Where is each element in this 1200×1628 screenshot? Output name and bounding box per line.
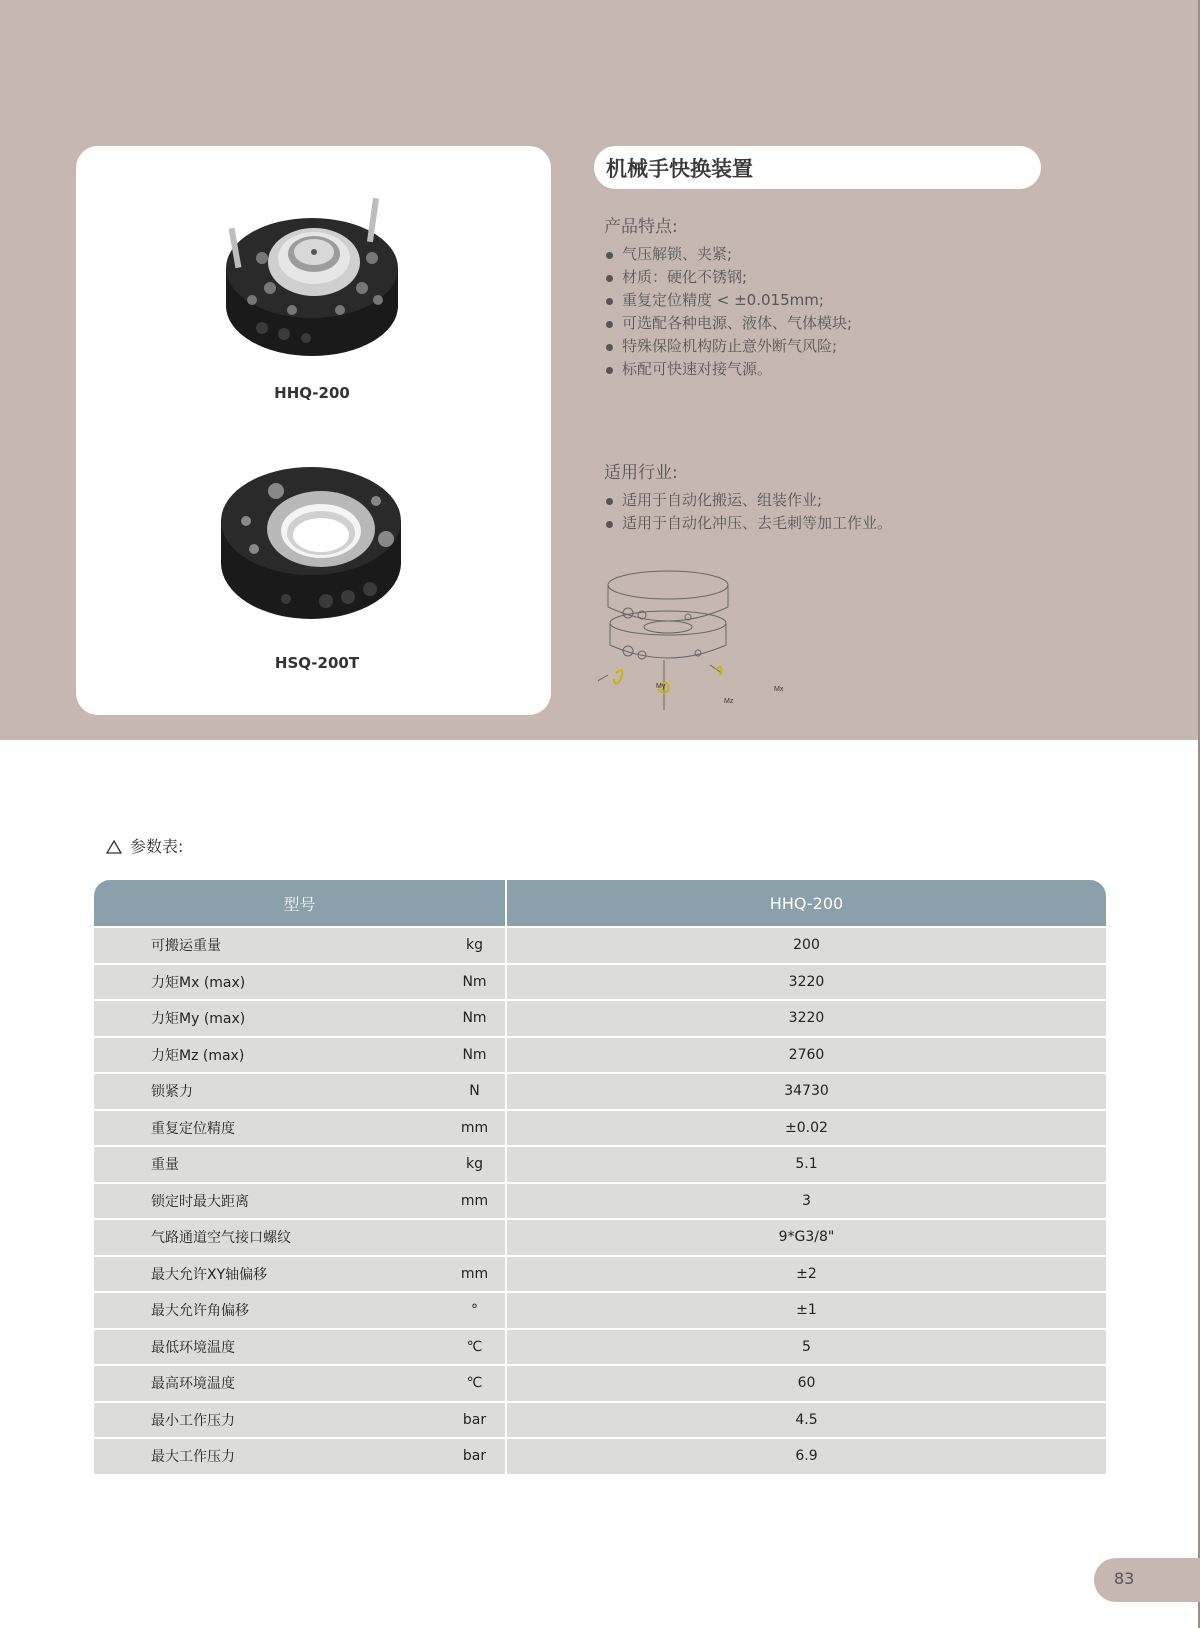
features-list bbox=[604, 243, 852, 381]
moment-axes-diagram bbox=[598, 565, 798, 719]
table-row bbox=[94, 1145, 1106, 1182]
industries-list bbox=[604, 489, 892, 535]
param-name: 锁紧力 bbox=[151, 1084, 193, 1101]
param-name: 力矩Mx (max) bbox=[151, 974, 246, 991]
param-unit: Nm bbox=[454, 1001, 507, 1036]
param-value: 3 bbox=[802, 1192, 811, 1209]
list-item: 可选配各种电源、液体、气体模块; bbox=[604, 312, 852, 335]
table-row bbox=[94, 1328, 1106, 1365]
diagram-label-mx: Mx bbox=[774, 686, 784, 693]
diagram-label-my: My bbox=[656, 683, 666, 690]
table-row bbox=[94, 1291, 1106, 1328]
features-heading: 产品特点: bbox=[604, 217, 678, 237]
param-value: 5 bbox=[802, 1338, 811, 1355]
table-row bbox=[94, 999, 1106, 1036]
product-label-hsq-200t: HSQ-200T bbox=[274, 654, 360, 672]
table-row bbox=[94, 1109, 1106, 1146]
triangle-icon bbox=[106, 839, 122, 858]
list-item: 适用于自动化冲压、去毛刺等加工作业。 bbox=[604, 512, 892, 535]
title-banner bbox=[594, 146, 1041, 189]
product-image-hsq-200t bbox=[216, 451, 406, 631]
param-value: 34730 bbox=[784, 1083, 829, 1100]
param-value: 2760 bbox=[788, 1046, 825, 1063]
list-item: 标配可快速对接气源。 bbox=[604, 358, 852, 381]
param-unit: ℃ bbox=[454, 1330, 507, 1365]
list-item: 材质：硬化不锈钢; bbox=[604, 266, 852, 289]
param-name: 力矩Mz (max) bbox=[151, 1047, 245, 1064]
header-value: HHQ-200 bbox=[769, 893, 844, 913]
table-row bbox=[94, 1182, 1106, 1219]
param-unit: kg bbox=[454, 928, 507, 963]
table-row bbox=[94, 1072, 1106, 1109]
table-row bbox=[94, 926, 1106, 963]
page-number-tab bbox=[1094, 1558, 1200, 1602]
param-name: 重复定位精度 bbox=[151, 1120, 235, 1137]
page-title: 机械手快换装置 bbox=[606, 157, 753, 181]
param-value: 200 bbox=[793, 937, 820, 954]
param-name: 最大工作压力 bbox=[151, 1449, 235, 1466]
table-row bbox=[94, 1401, 1106, 1438]
list-item: 气压解锁、夹紧; bbox=[604, 243, 852, 266]
table-row bbox=[94, 1036, 1106, 1073]
param-value: ±0.02 bbox=[785, 1119, 828, 1136]
parameter-table bbox=[94, 880, 1106, 1474]
param-unit: mm bbox=[454, 1257, 507, 1292]
param-value: 3220 bbox=[788, 973, 825, 990]
param-name: 最小工作压力 bbox=[151, 1412, 235, 1429]
param-value: 3220 bbox=[788, 1010, 825, 1027]
param-value: ±1 bbox=[796, 1302, 817, 1319]
param-unit: kg bbox=[454, 1147, 507, 1182]
param-value: 6.9 bbox=[795, 1448, 818, 1465]
table-row bbox=[94, 1437, 1106, 1474]
param-value: 60 bbox=[797, 1375, 816, 1392]
table-row bbox=[94, 1364, 1106, 1401]
table-row bbox=[94, 1218, 1106, 1255]
list-item: 特殊保险机构防止意外断气风险; bbox=[604, 335, 852, 358]
table-row bbox=[94, 1255, 1106, 1292]
param-name: 可搬运重量 bbox=[151, 938, 221, 955]
list-item: 重复定位精度 < ±0.015mm; bbox=[604, 289, 852, 312]
param-unit: bar bbox=[454, 1403, 507, 1438]
param-unit: mm bbox=[454, 1111, 507, 1146]
param-unit: bar bbox=[454, 1439, 507, 1474]
list-item: 适用于自动化搬运、组装作业; bbox=[604, 489, 892, 512]
param-unit: N bbox=[454, 1074, 507, 1109]
product-image-hhq-200 bbox=[222, 188, 402, 368]
param-value: ±2 bbox=[796, 1265, 817, 1282]
param-value: 9*G3/8" bbox=[778, 1229, 835, 1246]
param-value: 4.5 bbox=[795, 1411, 818, 1428]
param-unit bbox=[454, 1220, 507, 1255]
param-name: 气路通道空气接口螺纹 bbox=[151, 1230, 291, 1247]
param-unit: Nm bbox=[454, 965, 507, 1000]
product-image-card bbox=[76, 146, 551, 715]
param-unit: mm bbox=[454, 1184, 507, 1219]
param-unit: Nm bbox=[454, 1038, 507, 1073]
table-header bbox=[94, 880, 1106, 926]
param-name: 最大允许角偏移 bbox=[151, 1303, 249, 1320]
param-name: 锁定时最大距离 bbox=[151, 1193, 249, 1210]
param-name: 重量 bbox=[151, 1157, 179, 1174]
diagram-label-mz: Mz bbox=[724, 698, 734, 705]
param-name: 力矩My (max) bbox=[151, 1011, 246, 1028]
page-number: 83 bbox=[1114, 1569, 1135, 1588]
param-unit: ° bbox=[454, 1293, 507, 1328]
param-name: 最大允许XY轴偏移 bbox=[151, 1266, 268, 1283]
param-value: 5.1 bbox=[795, 1156, 818, 1173]
param-unit: ℃ bbox=[454, 1366, 507, 1401]
header-model: 型号 bbox=[94, 880, 507, 926]
product-label-hhq-200: HHQ-200 bbox=[274, 384, 350, 402]
industries-heading: 适用行业: bbox=[604, 463, 678, 483]
param-heading-label: 参数表: bbox=[130, 837, 184, 856]
table-row bbox=[94, 963, 1106, 1000]
param-name: 最低环境温度 bbox=[151, 1339, 235, 1356]
param-table-heading bbox=[106, 834, 183, 858]
param-name: 最高环境温度 bbox=[151, 1376, 235, 1393]
